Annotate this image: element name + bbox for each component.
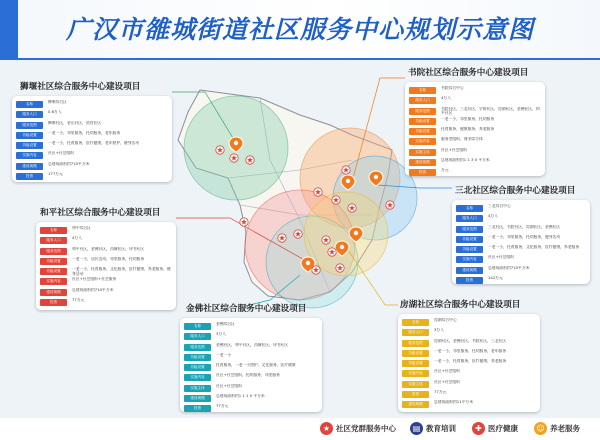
project-row (402, 380, 536, 390)
row-value: 一老一小，邻里服务，托幼服务，老年服务 (48, 130, 121, 135)
row-label: 实施主体 (409, 149, 436, 156)
star-icon (336, 264, 344, 272)
row-value: 社区+社会组织 (434, 379, 460, 384)
project-row (402, 369, 536, 379)
row-label: 功能设置 (16, 132, 43, 139)
project-row (16, 131, 168, 141)
row-label: 服务范围 (184, 344, 211, 351)
row-label: 功能设置 (184, 354, 211, 361)
project-panel-heping (36, 222, 176, 310)
row-value: 狮堰综合区 (48, 100, 67, 104)
row-value: 房湖社区，金佛社区，书院社区，三北社区 (434, 338, 507, 343)
row-value: 社区+社会组织 (488, 255, 514, 260)
star-icon (348, 204, 356, 212)
row-label: 投资 (16, 173, 43, 180)
row-label: 服务范围 (402, 340, 429, 347)
star-icon (322, 236, 330, 244)
project-row (456, 204, 586, 214)
row-label: 实施主体 (402, 381, 429, 388)
star-icon (240, 218, 248, 226)
row-value: 4万人 (441, 96, 452, 101)
panel-title-heping: 和平社区综合服务中心建设项目 (40, 208, 161, 218)
project-row (409, 148, 541, 158)
row-value: 一老一小，邻里服务，托幼服务，老年服务 (434, 348, 507, 353)
project-row (456, 266, 586, 276)
row-label: 实施内容 (409, 138, 436, 145)
project-row (409, 96, 541, 106)
row-value: 托育服务，健康服务，养老服务 (441, 127, 495, 132)
project-panel-fanghu (398, 314, 540, 412)
star-icon (332, 196, 340, 204)
star-icon: ★ (320, 422, 333, 435)
row-label: 建设规模 (456, 267, 483, 274)
row-label: 投资 (184, 405, 211, 412)
project-row (16, 110, 168, 120)
row-value: 总建筑面积约710平方米 (48, 161, 90, 166)
project-row (40, 236, 172, 246)
legend (0, 418, 600, 440)
project-row (40, 247, 172, 257)
row-value: 服务型组织，商业综合体 (441, 137, 483, 142)
project-row (40, 226, 172, 236)
row-value: 万元 (441, 168, 449, 173)
row-value: 社区+社会组织 (441, 147, 467, 152)
star-icon (294, 230, 302, 238)
project-row (16, 162, 168, 172)
row-label: 功能设置 (409, 118, 436, 125)
row-label: 服务人口 (402, 329, 429, 336)
row-label: 名称 (402, 319, 429, 326)
project-row (184, 332, 318, 342)
project-row (40, 257, 172, 267)
row-value: 142万元 (488, 276, 503, 281)
row-value: 3万人 (434, 328, 445, 333)
row-value: 金佛综合区 (216, 322, 235, 326)
project-row (184, 343, 318, 353)
row-value: 社区+社会组织 (48, 151, 74, 156)
row-label: 功能设置 (402, 350, 429, 357)
project-row (402, 359, 536, 369)
book-icon: ▤ (410, 422, 423, 435)
row-value: 一老一小，邻里服务，托幼服务 (441, 116, 495, 121)
row-value: 一老一小，托育服务，文化服务，医疗健康，养老服务 (488, 245, 580, 250)
row-label: 名称 (16, 101, 43, 108)
row-label: 功能设置 (402, 360, 429, 367)
coverage-circle-fanghu (304, 192, 388, 276)
star-icon (328, 248, 336, 256)
legend-label: 医疗健康 (488, 424, 518, 433)
row-value: 总建筑面积约11平方米 (434, 400, 474, 405)
row-value: 4万人 (488, 214, 499, 219)
row-value: 书院综合中心 (441, 86, 464, 90)
row-value: 社区+社会组织+社会服务 (72, 277, 117, 282)
star-icon (246, 156, 254, 164)
row-label: 名称 (184, 323, 211, 330)
panel-title-fanghu: 房湖社区综合服务中心建设项目 (400, 300, 521, 310)
project-panel-shizi (12, 96, 172, 182)
panel-title-jinfo: 金佛社区综合服务中心建设项目 (186, 304, 307, 314)
row-value: 177万元 (48, 172, 63, 177)
row-label: 服务人口 (184, 333, 211, 340)
row-label: 投资 (456, 277, 483, 284)
row-value: 金佛社区，和平社区，西城社区，诗书社区 (216, 342, 289, 347)
star-icon (314, 188, 322, 196)
row-label: 实施内容 (40, 278, 67, 285)
elder-icon: ☺ (534, 422, 547, 435)
row-label: 实施内容 (456, 256, 483, 263)
project-row (456, 255, 586, 265)
project-row (402, 328, 536, 338)
project-row (184, 322, 318, 332)
project-panel-shuyuan (405, 82, 545, 176)
star-icon (312, 266, 320, 274)
row-label: 投资 (40, 299, 67, 306)
row-label: 建设规模 (402, 401, 429, 408)
project-row (402, 349, 536, 359)
project-row (409, 127, 541, 137)
project-row (184, 394, 318, 404)
star-icon (216, 146, 224, 154)
row-value: 总建筑面积约1 1 1 0 平方米 (216, 394, 265, 399)
row-label: 功能设置 (456, 236, 483, 243)
row-label: 服务范围 (16, 122, 43, 129)
row-label: 名称 (456, 205, 483, 212)
row-label: 名称 (409, 87, 436, 94)
row-value: 三北社区，书院社区，房湖社区，金佛社区 (488, 224, 561, 229)
project-panel-sanbei (452, 200, 590, 284)
project-row (16, 172, 168, 182)
row-label: 功能设置 (456, 246, 483, 253)
project-row (184, 373, 318, 383)
row-value: 一老一小，邻里服务，托幼服务，健身活动 (488, 234, 561, 239)
row-value: 77万元 (434, 390, 447, 395)
row-value: 总建筑面积约1 1 3 0 平方米 (441, 158, 490, 163)
project-row (456, 276, 586, 284)
project-row (456, 225, 586, 235)
row-label: 建设规模 (16, 163, 43, 170)
row-value: 一老一小，居民活动，邻里服务，托幼服务 (72, 256, 145, 261)
row-label: 建设规模 (40, 289, 67, 296)
row-label: 功能设置 (409, 128, 436, 135)
row-value: 4万人 (72, 236, 83, 241)
row-label: 服务范围 (456, 226, 483, 233)
row-value: 书院社区，三北社区，学府社区，房湖社区，金佛社区，和平社区 (441, 106, 540, 116)
page-title: 广汉市雒城街道社区服务中心规划示意图 (65, 15, 534, 44)
project-row (402, 339, 536, 349)
star-icon (342, 166, 350, 174)
star-icon (278, 234, 286, 242)
row-value: 3万人 (216, 332, 227, 337)
panel-title-shizi: 狮堰社区综合服务中心建设项目 (20, 82, 141, 92)
row-value: 社区+社会组织 (216, 383, 242, 388)
row-label: 功能设置 (40, 258, 67, 265)
row-label: 功能设置 (184, 364, 211, 371)
row-value: 托育服务，一老一小照护，文化服务，医疗健康 (216, 363, 296, 368)
row-label: 建设规模 (409, 159, 436, 166)
row-label: 实施内容 (184, 374, 211, 381)
project-row (409, 168, 541, 176)
row-value: 社区+社会组织，托幼服务，邻里服务 (216, 373, 280, 378)
row-label: 服务人口 (409, 97, 436, 104)
row-value: 77万元 (216, 404, 229, 409)
row-label: 实施内容 (402, 370, 429, 377)
row-value: 77万元 (72, 298, 85, 303)
project-row (409, 117, 541, 127)
row-value: 总建筑面积约710平方米 (488, 265, 530, 270)
row-label: 服务范围 (40, 248, 67, 255)
row-label: 实施主体 (184, 385, 211, 392)
project-row (402, 400, 536, 410)
row-value: 一老一小，托育服务，医疗健康，老年照护，健身活动 (48, 141, 140, 146)
project-row (409, 158, 541, 168)
star-icon (386, 201, 394, 209)
row-label: 投资 (409, 169, 436, 176)
legend-label: 社区党群服务中心 (336, 424, 396, 433)
row-value: 总建筑面积约710平方米 (72, 287, 114, 292)
row-value: 一老一小 (216, 352, 232, 357)
project-row (16, 151, 168, 161)
row-value: 一老一小，托育服务，医疗健康，养老服务 (434, 359, 507, 364)
project-row (409, 137, 541, 147)
project-row (409, 86, 541, 96)
medical-cross-icon: ✚ (472, 422, 485, 435)
panel-title-shuyuan: 书院社区综合服务中心建设项目 (408, 68, 529, 78)
project-row (40, 277, 172, 287)
row-label: 服务人口 (16, 111, 43, 118)
project-row (16, 121, 168, 131)
project-row (456, 235, 586, 245)
row-value: 狮堰社区，金山社区，鱼骨社区 (48, 120, 102, 125)
star-icon (230, 154, 238, 162)
row-label: 投资 (402, 391, 429, 398)
row-value: 房湖综合中心 (434, 318, 457, 322)
row-value: 和平综合区 (72, 226, 91, 230)
row-value: 和平社区，金佛社区，西城社区，诗书社区 (72, 246, 145, 251)
row-value: 三北综合中心 (488, 204, 511, 208)
project-row (184, 404, 318, 412)
row-value: 0.6万人 (48, 110, 62, 115)
project-row (184, 353, 318, 363)
legend-label: 教育培训 (426, 424, 456, 433)
row-label: 实施内容 (16, 152, 43, 159)
project-row (456, 214, 586, 224)
row-label: 服务人口 (40, 237, 67, 244)
row-label: 名称 (40, 227, 67, 234)
project-row (40, 298, 172, 308)
project-row (40, 267, 172, 277)
project-row (402, 318, 536, 328)
project-row (456, 245, 586, 255)
legend-label: 养老服务 (550, 424, 580, 433)
panel-title-sanbei: 三北社区综合服务中心建设项目 (455, 186, 576, 196)
row-label: 功能设置 (40, 268, 67, 275)
project-row (40, 288, 172, 298)
project-row (402, 390, 536, 400)
project-row (16, 100, 168, 110)
row-label: 建设规模 (184, 395, 211, 402)
row-label: 服务范围 (409, 108, 436, 115)
project-row (184, 384, 318, 394)
project-row (16, 141, 168, 151)
row-value: 一老一小，托育服务，文化服务，医疗健康，养老服务，健身活动 (72, 267, 171, 276)
row-label: 功能设置 (16, 142, 43, 149)
row-value: 社区+社会组织 (434, 369, 460, 374)
project-panel-jinfo (180, 318, 322, 412)
project-row (184, 363, 318, 373)
row-label: 服务人口 (456, 215, 483, 222)
project-row (409, 107, 541, 117)
